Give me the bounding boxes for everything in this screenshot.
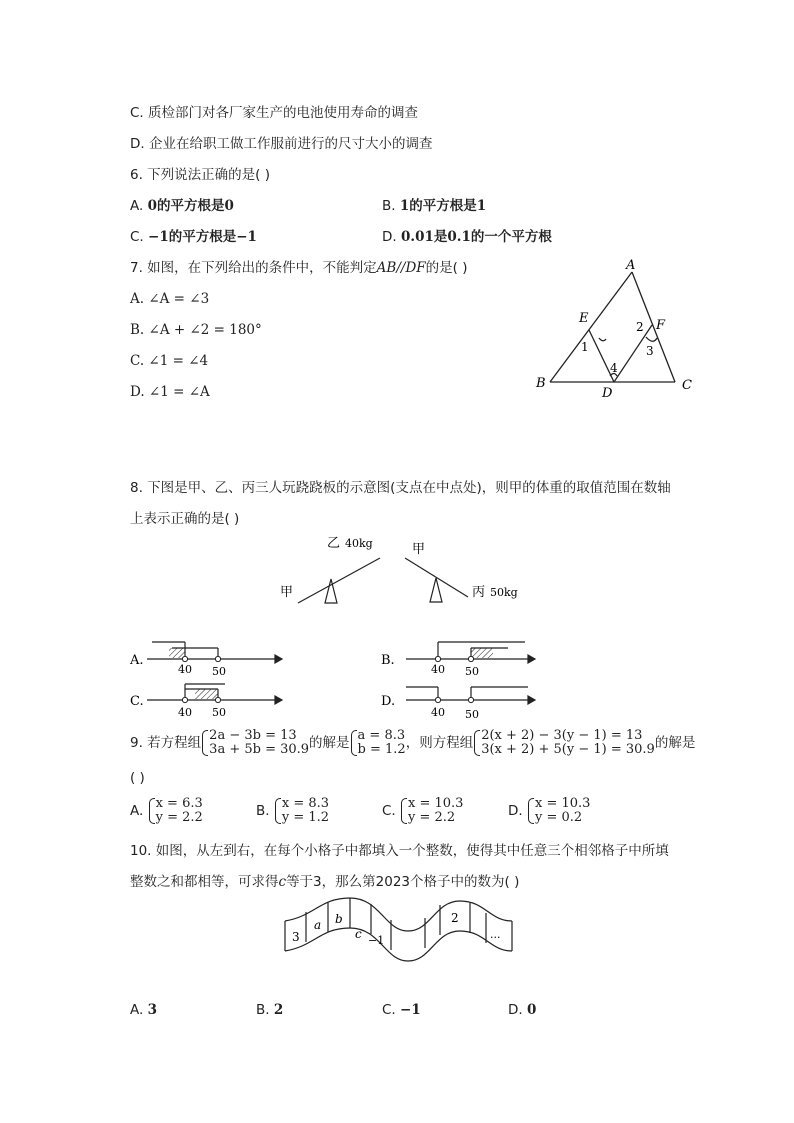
option-c-label: C.: [130, 694, 144, 709]
q9-option-d: D. x = 10.3 y = 0.2: [508, 796, 591, 825]
tick-50: 50: [465, 708, 479, 721]
q9-system-2: 2(x + 2) − 3(y − 1) = 13 3(x + 2) + 5(y − 1) = 30.9: [473, 729, 655, 757]
cell-7: ···: [490, 931, 501, 944]
cell-4: c: [355, 927, 362, 941]
q9-option-c: C. x = 10.3 y = 2.2: [382, 796, 464, 825]
q5-option-c: C. 质检部门对各厂家生产的电池使用寿命的调查: [130, 105, 419, 121]
seesaw-bing: 丙: [472, 585, 486, 600]
q10-option-c: C. −1: [382, 1002, 421, 1018]
seesaw-jia-left: 甲: [280, 585, 294, 600]
option-a-label: A.: [130, 653, 144, 668]
tick-40: 40: [431, 663, 445, 676]
q5-option-d: D. 企业在给职工做工作服前进行的尺寸大小的调查: [130, 136, 433, 152]
q10-stem-line2: 整数之和都相等，可求得c等于3，那么第2023个格子中的数为( ): [130, 874, 520, 890]
tick-50: 50: [212, 665, 226, 678]
seesaw-yi: 乙: [327, 536, 341, 551]
q8-option-c-numberline: [125, 673, 285, 721]
cell-3: b: [335, 912, 343, 926]
tick-40: 40: [431, 706, 445, 719]
cell-6: 2: [451, 911, 459, 925]
triangle-figure: [525, 255, 705, 405]
angle-4: 4: [610, 361, 618, 375]
q6-option-a: A. 0的平方根是0: [130, 198, 234, 214]
q10-option-b: B. 2: [256, 1002, 284, 1018]
q6-option-b: B. 1的平方根是1: [382, 198, 487, 214]
seesaw-bing-weight: 50kg: [490, 586, 518, 599]
q9-solution: a = 8.3 b = 1.2: [350, 729, 406, 757]
angle-2: 2: [636, 320, 644, 334]
q6-stem: 6. 下列说法正确的是( ): [130, 167, 270, 183]
angle-3: 3: [646, 344, 654, 358]
q8-stem-line1: 8. 下图是甲、乙、丙三人玩跷跷板的示意图(支点在中点处)，则甲的体重的取值范围在数轴: [130, 480, 671, 496]
q9-option-b: B. x = 8.3 y = 1.2: [256, 796, 330, 825]
label-B: B: [536, 376, 546, 391]
seesaw-jia-top: 甲: [412, 542, 426, 557]
wave-grid-figure: [280, 896, 520, 966]
tick-50: 50: [465, 665, 479, 678]
label-A: A: [626, 258, 636, 273]
option-d-label: D.: [381, 694, 396, 709]
q6-option-c: C. −1的平方根是−1: [130, 229, 257, 245]
q9-system-1: 2a − 3b = 13 3a + 5b = 30.9: [201, 729, 309, 757]
q7-option-c: C. ∠1 = ∠4: [130, 353, 209, 369]
seesaw-figure: [270, 530, 530, 610]
label-E: E: [579, 311, 589, 326]
cell-5: −1: [368, 934, 385, 947]
q9-paren: ( ): [130, 770, 145, 786]
label-C: C: [682, 378, 692, 393]
tick-50: 50: [212, 706, 226, 719]
q9-stem: 9. 若方程组 2a − 3b = 13 3a + 5b = 30.9 的解是 a = 8.3 b = 1.2 ，则方程组 2(x + 2) − 3(y − 1) = 13 3(x + 2) + 5(y − 1) = 30.9 的解是: [130, 728, 696, 757]
tick-40: 40: [178, 663, 192, 676]
cell-1: 3: [292, 930, 300, 944]
q10-option-a: A. 3: [130, 1002, 157, 1018]
label-D: D: [602, 386, 613, 401]
tick-40: 40: [178, 706, 192, 719]
q8-option-d-numberline: [378, 673, 543, 721]
seesaw-yi-weight: 40kg: [345, 537, 373, 550]
q6-option-d: D. 0.01是0.1的一个平方根: [382, 229, 552, 245]
q7-option-a: A. ∠A = ∠3: [130, 291, 210, 307]
label-F: F: [656, 318, 666, 333]
q7-stem: 7. 如图，在下列给出的条件中，不能判定AB//DF的是( ): [130, 260, 468, 276]
q10-stem-line1: 10. 如图，从左到右，在每个小格子中都填入一个整数，使得其中任意三个相邻格子中所填: [130, 843, 669, 859]
cell-2: a: [314, 918, 322, 932]
q8-stem-line2: 上表示正确的是( ): [130, 511, 240, 527]
option-b-label: B.: [381, 653, 395, 668]
q7-option-d: D. ∠1 = ∠A: [130, 384, 210, 400]
q9-option-a: A. x = 6.3 y = 2.2: [130, 796, 203, 825]
q10-option-d: D. 0: [508, 1002, 537, 1018]
q7-option-b: B. ∠A + ∠2 = 180°: [130, 322, 262, 338]
angle-1: 1: [581, 340, 589, 354]
